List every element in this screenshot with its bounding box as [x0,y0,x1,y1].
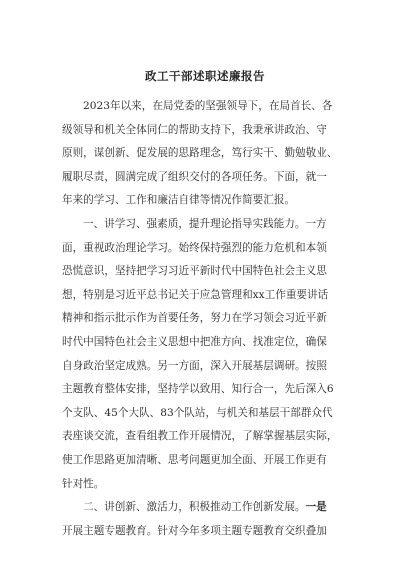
paragraph-2-line-4: 想，特别是习近平总书记关于应急管理和xx工作重要讲话 [62,288,329,301]
paragraph-3-line-2: 开展主题专题教育。针对今年多项主题专题教育交织叠加 [62,524,327,537]
paragraph-1-line-4: 履职尽责，圆满完成了组织交付的各项任务。下面，就一 [62,170,327,183]
document-title: 政工干部述职述廉报告 [145,69,265,83]
paragraph-2-line-7: 自身政治坚定成熟。另一方面，深入开展基层调研。按照 [62,359,327,372]
paragraph-2-line-8: 主题教育整体安排，坚持学以致用、知行合一，先后深入6 [62,383,334,396]
paragraph-2-line-10: 表座谈交流，查看组教工作开展情况，了解掌握基层实际， [62,430,338,443]
paragraph-2-line-5: 精神和指示批示作为首要任务，努力在学习领会习近平新 [62,312,327,325]
paragraph-2-line-9: 个支队、45个大队、83个队站，与机关和基层干部群众代 [62,406,333,419]
paragraph-3-bold-lead: 一是 [305,501,327,514]
document-body [62,95,358,543]
paragraph-2-line-3: 恐慌意识，坚持把学习习近平新时代中国特色社会主义思 [62,265,327,278]
paragraph-3-line-1 [62,496,358,520]
paragraph-2-line-1: 一、讲学习、强素质，提升理论指导实践能力。一方 [83,217,327,230]
paragraph-2-line-6: 时代中国特色社会主义思想中把准方向、找准定位，确保 [62,335,327,348]
paragraph-1-line-2: 级领导和机关全体同仁的帮助支持下，我秉承讲政治、守 [62,123,327,136]
paragraph-1-line-5: 年来的学习、工作和廉洁自律等情况作简要汇报。 [62,194,296,207]
paragraph-2-line-2: 面，重视政治理论学习。始终保持强烈的能力危机和本领 [62,241,327,254]
paragraph-1-line-1: 2023年以来，在局党委的坚强领导下，在局首长、各 [83,100,333,112]
paragraph-2-line-11: 使工作思路更加清晰、思考问题更加全面、开展工作更有 [62,453,327,466]
paragraph-1-line-3: 原则，谋创新、促发展的思路理念，笃行实干、勤勉敬业、 [62,147,338,160]
paragraph-2-line-12: 针对性。 [62,477,105,490]
paragraph-3-heading: 二、讲创新、激活力，积极推动工作创新发展。 [83,501,306,514]
